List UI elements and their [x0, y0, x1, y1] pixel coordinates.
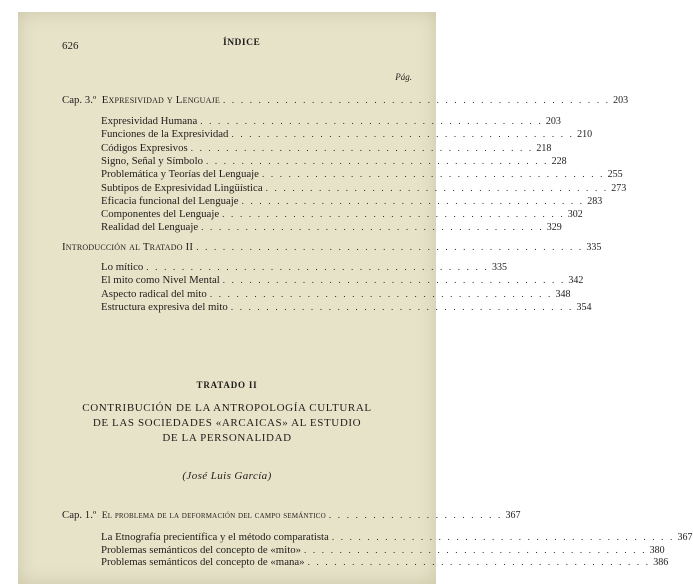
tratado-title-line-1: CONTRIBUCIÓN DE LA ANTROPOLOGÍA CULTURAL	[82, 402, 372, 414]
leader-dots: . . . . . . . . . . . . . . . . . . . . . . . . . . . . . . . . . . . . . . .	[209, 288, 553, 299]
toc-entry-page: 273	[611, 182, 627, 194]
leader-dots: . . . . . . . . . . . . . . . . . . . . . . . . . . . . . . . . . . . . . . .	[231, 129, 575, 140]
chapter-heading-row	[62, 94, 629, 108]
toc-entry-label: Códigos Expresivos	[101, 141, 188, 154]
toc-entry	[101, 194, 603, 209]
toc-entry-page: 228	[551, 155, 567, 167]
toc-entry-page: 302	[567, 209, 583, 221]
leader-dots: . . . . . . . . . . . . . . . . . . . . . . . . . . . . . . . . . . . . . . .	[261, 169, 605, 180]
toc-entry-label: Lo mítico	[101, 261, 144, 273]
leader-dots: . . . . . . . . . . . . . . . . . . . . . . . . . . . . . . . . . . . . . . .	[307, 557, 651, 567]
chapter-title: El problema de la deformación del campo semántico	[101, 510, 326, 521]
page-title: ÍNDICE	[223, 38, 261, 48]
toc-entry-page: 283	[587, 195, 603, 207]
tratado-title-line-2: DE LAS SOCIEDADES «ARCAICAS» AL ESTUDIO	[92, 417, 362, 429]
toc-entry-label: Realidad del Lenguaje	[101, 221, 199, 234]
chapter-heading	[62, 94, 223, 106]
toc-entry-page: 329	[546, 222, 562, 234]
toc-entry-page: 380	[649, 544, 665, 556]
toc-entry-label: Expresividad Humana	[101, 115, 198, 127]
intro-heading-row	[62, 241, 602, 255]
toc-entry	[101, 181, 627, 196]
leader-dots: . . . . . . . . . . . . . . . . . . . . . . . . . . . . . . . . . . . . . . .	[205, 155, 549, 166]
toc-entry	[101, 141, 552, 156]
leader-dots: . . . . . . . . . . . . . . . . . . . . . . . . . . . . . . . . . . . . . . . . . . . .	[196, 242, 584, 252]
chapter-prefix: Cap. 3.º	[62, 94, 97, 106]
leader-dots: . . . . . . . . . . . . . . . . . . . . . . . . . . . . . . . . . . . . . . .	[222, 209, 565, 220]
toc-entry-label: Funciones de la Expresividad	[101, 128, 229, 141]
toc-entry-label: Problemas semánticos del concepto de «mana»	[101, 556, 305, 568]
toc-entry-label: El mito como Nivel Mental	[101, 274, 220, 287]
toc-entry-label: Aspecto radical del mito	[101, 287, 207, 300]
toc-entry-label: Subtipos de Expresividad Lingüística	[101, 181, 263, 194]
toc-entry	[101, 128, 593, 142]
toc-entry-label: Problemas semánticos del concepto de «mito»	[101, 543, 301, 556]
leader-dots: . . . . . . . . . . . . . . . . . . . . . . . . . . . . . . . . . . . . . . .	[265, 182, 609, 193]
leader-dots: . . . . . . . . . . . . . . . . . . . . . . . . . . . . . . . . . . . . . . .	[331, 532, 675, 542]
page-number: 626	[62, 40, 79, 52]
leader-dots: . . . . . . . . . . . . . . . . . . . . . . . . . . . . . . . . . . . . . . .	[146, 262, 489, 272]
toc-entry-label: Componentes del Lenguaje	[101, 208, 220, 221]
leader-dots: . . . . . . . . . . . . . . . . . . . . . . . . . . . . . . . . . . . . . . . . . . . .	[223, 95, 611, 105]
intro-heading: Introducción al Tratado II	[62, 241, 194, 253]
chapter-page: 203	[613, 95, 629, 106]
toc-entry	[101, 154, 567, 169]
toc-entry	[101, 556, 669, 570]
leader-dots: . . . . . . . . . . . . . . . . . . . . . . . . . . . . . . . . . . . . . . .	[230, 301, 574, 312]
chapter-heading-row	[62, 509, 521, 523]
leader-dots: . . . . . . . . . . . . . . . . . . . . . . . . . . . . . . . . . . . . . . .	[201, 222, 544, 233]
book-page	[18, 12, 693, 584]
leader-dots: . . . . . . . . . . . . . . . . . . . . . . . . . . . . . . . . . . . . . . .	[304, 544, 647, 555]
toc-entry-page: 386	[653, 557, 669, 568]
intro-page: 335	[586, 242, 602, 253]
toc-entry-page: 335	[491, 262, 507, 273]
toc-entry-page: 354	[576, 301, 592, 313]
toc-entry	[101, 168, 623, 182]
toc-entry-page: 210	[577, 129, 593, 141]
toc-entry-label: Estructura expresiva del mito	[101, 300, 228, 313]
toc-entry-label: La Etnografía precientífica y el método comparatista	[101, 531, 329, 543]
toc-entry	[101, 221, 562, 235]
tratado-label: TRATADO II	[196, 380, 258, 390]
toc-entry	[101, 208, 583, 222]
leader-dots: . . . . . . . . . . . . . . . . . . . . . . . . . . . . . . . . . . . . . . .	[241, 195, 585, 206]
toc-entry-label: Problemática y Teorías del Lenguaje	[101, 168, 259, 181]
leader-dots: . . . . . . . . . . . . . . . . . . . . . . . . . . . . . . . . . . . . . . .	[222, 275, 566, 286]
toc-entry-page: 342	[568, 275, 584, 287]
toc-entry-page: 367	[677, 532, 693, 543]
chapter-page: 367	[505, 510, 521, 521]
toc-entry-page: 203	[545, 116, 561, 127]
leader-dots: . . . . . . . . . . . . . . . . . . . . . . . . . . . . . . . . . . . . . . .	[200, 116, 543, 126]
toc-entry	[101, 261, 507, 275]
tratado-title-line-3: DE LA PERSONALIDAD	[162, 432, 292, 444]
tratado-author: (José Luis García)	[182, 470, 272, 482]
leader-dots: . . . . . . . . . . . . . . . . . . . . . . . . . . . . . . . . . . . . . . .	[190, 142, 534, 153]
leader-dots: . . . . . . . . . . . . . . . . . . . .	[328, 510, 503, 520]
toc-entry-page: 218	[536, 142, 552, 154]
toc-entry	[101, 115, 561, 129]
toc-entry-label: Eficacia funcional del Lenguaje	[101, 194, 239, 207]
chapter-prefix: Cap. 1.º	[62, 509, 97, 521]
toc-entry	[101, 300, 592, 315]
toc-entry	[101, 274, 584, 288]
chapter-heading	[62, 509, 329, 521]
page-column-label: Pág.	[395, 72, 412, 82]
chapter-title: Expresividad y Lenguaje	[101, 94, 221, 106]
toc-entry-page: 348	[555, 288, 571, 300]
toc-entry-label: Signo, Señal y Símbolo	[101, 154, 203, 167]
toc-entry-page: 255	[607, 169, 623, 181]
toc-entry	[101, 287, 571, 302]
